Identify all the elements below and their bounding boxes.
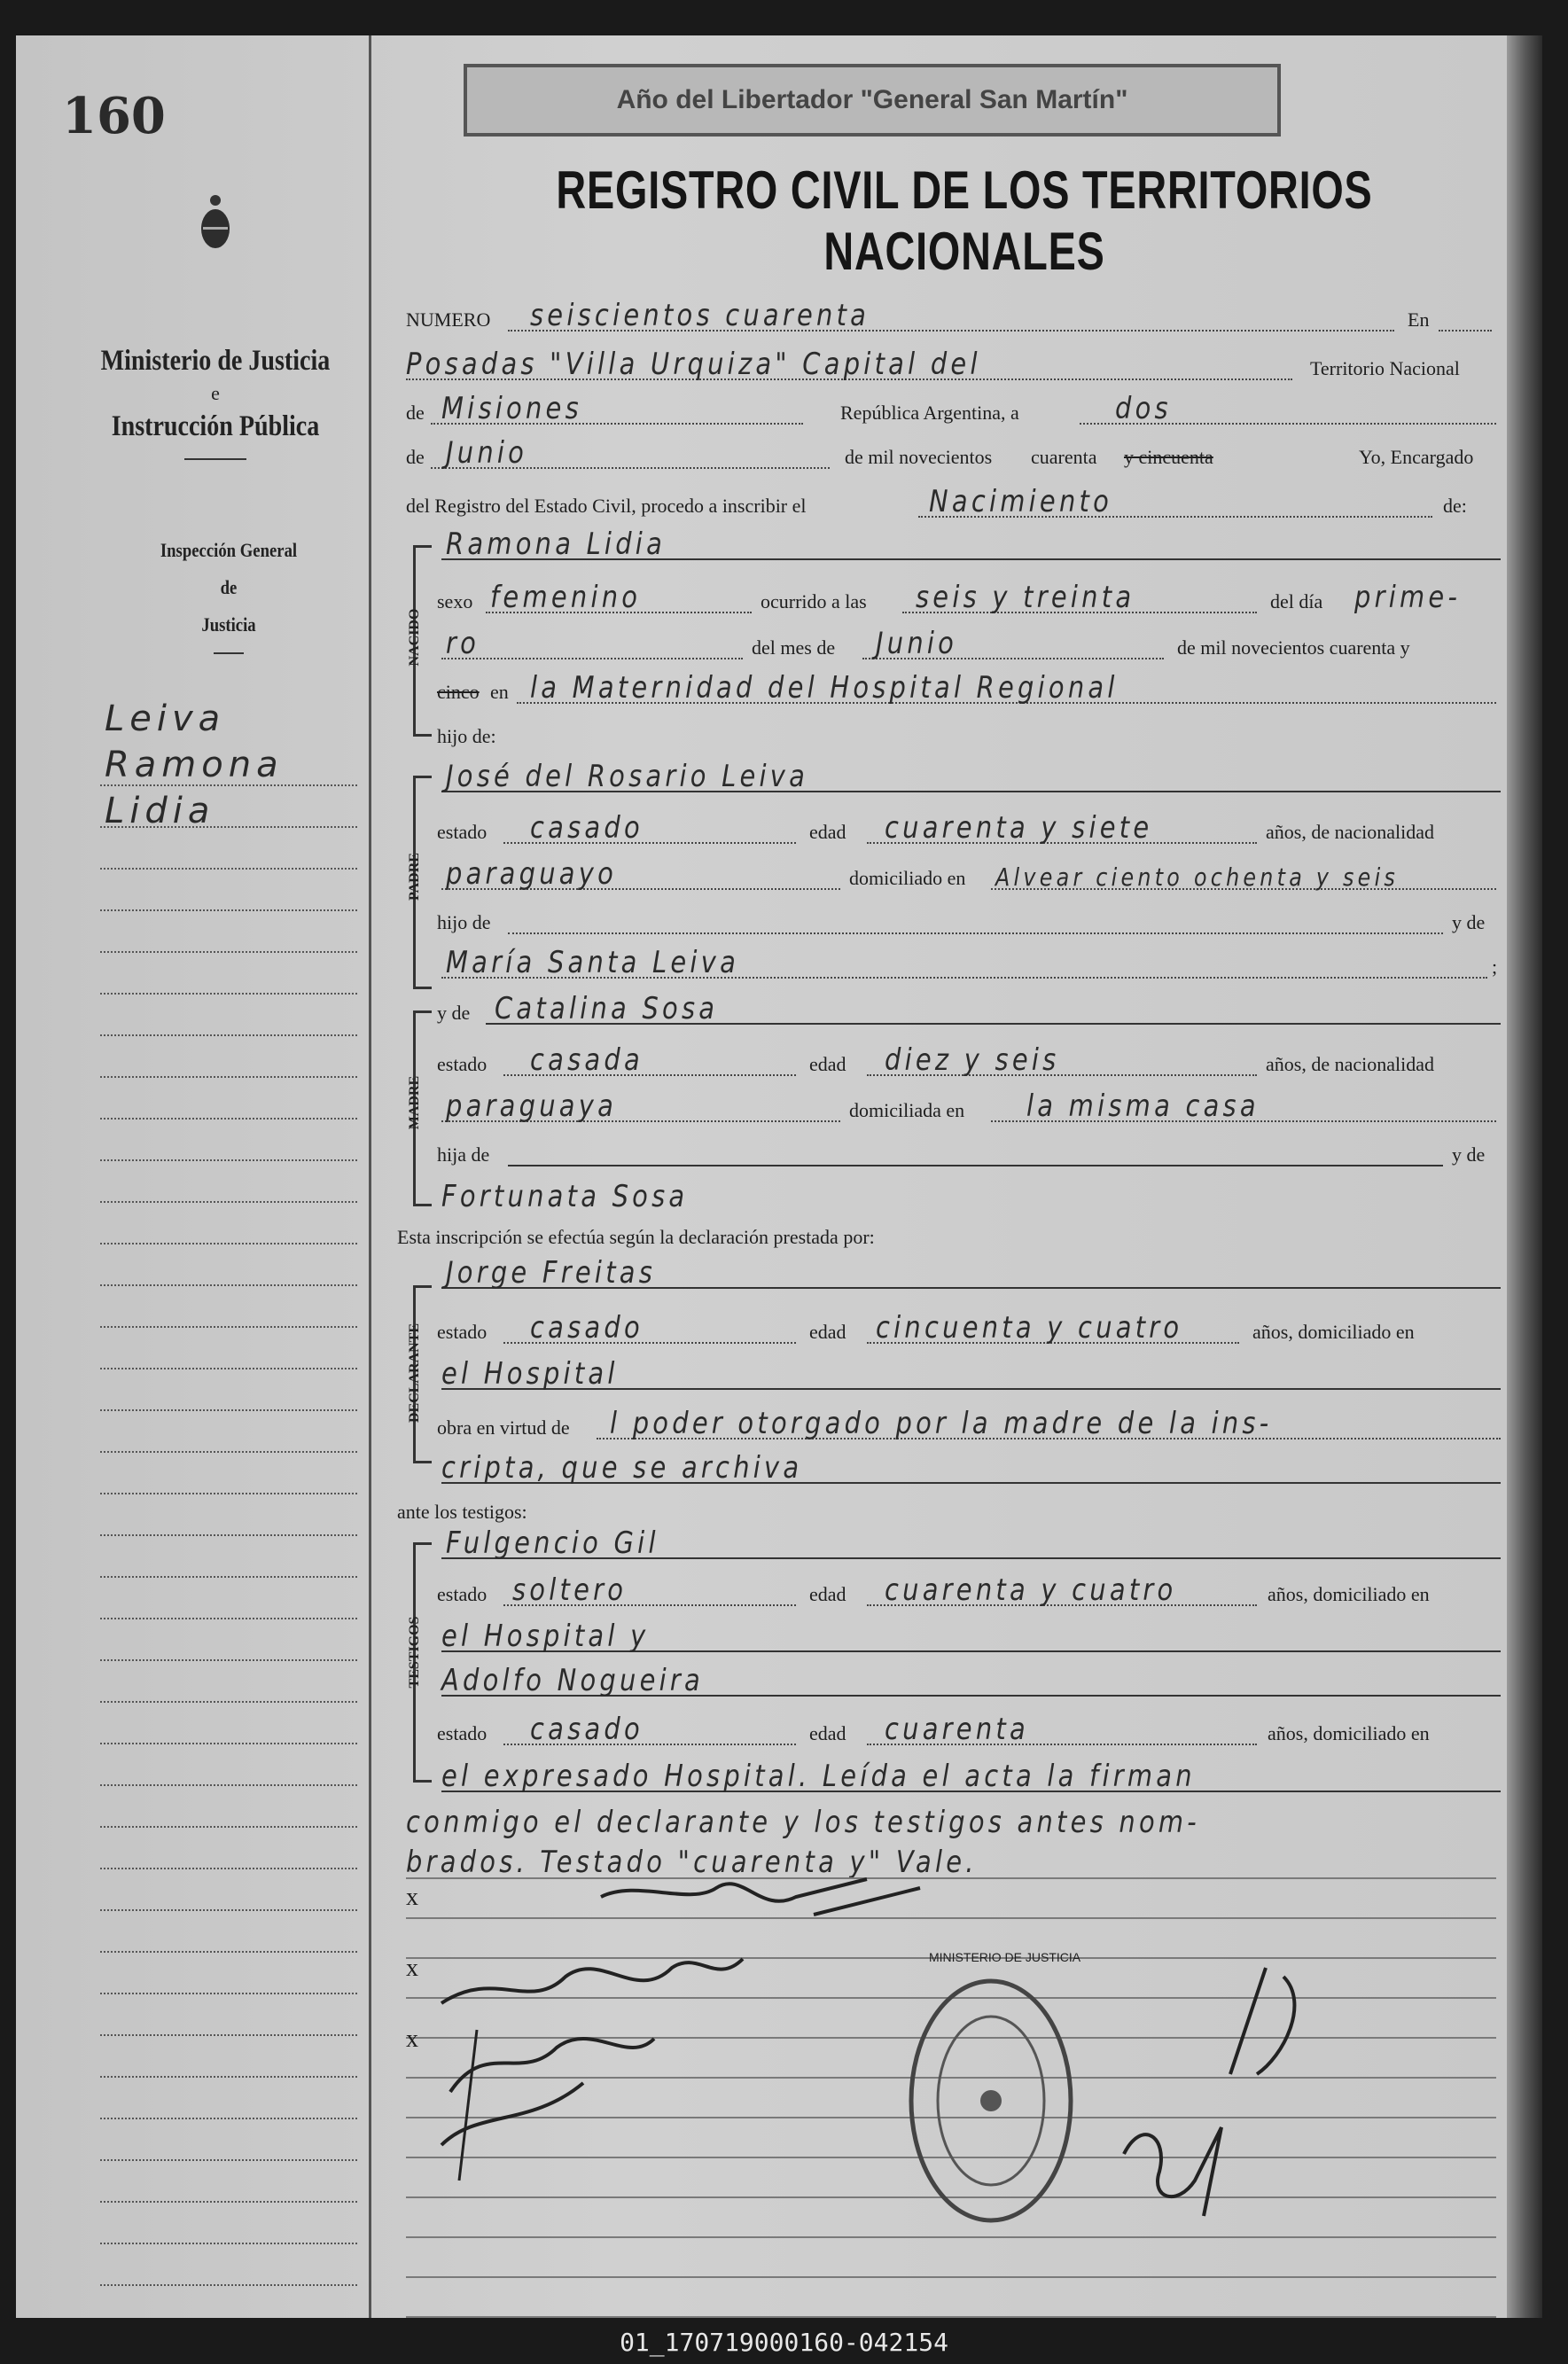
mes-nac-value: Junio [876, 626, 958, 661]
territorio-label: Territorio Nacional [1310, 357, 1460, 379]
madre-nac-value: paraguaya [446, 1088, 618, 1124]
anos-dom-label-2: años, domiciliado en [1268, 1583, 1430, 1605]
signature-mark-2: x [406, 1954, 418, 1982]
row-declarante [406, 1250, 1505, 1296]
ocurrido-label: ocurrido a las [761, 590, 867, 612]
padre-value: José del Rosario Leiva [446, 759, 809, 794]
edad-label: edad [809, 821, 846, 843]
row-lugar [406, 341, 1505, 387]
de-label-2: de [406, 446, 425, 468]
row-padre-hijode [406, 895, 1505, 941]
madre-value: Catalina Sosa [495, 991, 719, 1026]
margin-surname: Leiva [105, 698, 226, 739]
republica-label: República Argentina, a [840, 402, 1019, 424]
yde3-label: y de [1452, 1143, 1486, 1166]
t2-edad-value: cuarenta [885, 1712, 1029, 1747]
row-decl-dom [406, 1351, 1505, 1397]
row-lugar-nac [406, 665, 1505, 711]
obra-label: obra en virtud de [437, 1416, 570, 1439]
register-title: REGISTRO CIVIL DE LOS TERRITORIOS NACIONALES [556, 160, 1373, 281]
year-stamp: Año del Libertador "General San Martín" [464, 64, 1281, 137]
folio-number: 160 [62, 87, 166, 145]
hijade-line [508, 1165, 1443, 1166]
row-mes [406, 430, 1505, 476]
de-label: de [406, 402, 425, 424]
section-testigos: TESTIGOS [407, 1616, 422, 1689]
registrar-signature [1106, 1950, 1337, 2234]
milnov-label: de mil novecientos cuarenta y [1177, 636, 1410, 659]
inspection-line-1: Inspección General [160, 539, 298, 561]
hijo-label: hijo de: [437, 725, 496, 747]
madre-estado-value: casada [530, 1042, 644, 1078]
acto-value: Nacimiento [929, 484, 1113, 519]
row-acto [406, 479, 1505, 525]
t1-edad-value: cuarenta y cuatro [885, 1572, 1177, 1608]
cuarenta-label: cuarenta [1031, 446, 1097, 468]
madre-dom-value: la misma casa [1026, 1088, 1260, 1124]
padre-estado-value: casado [530, 810, 644, 846]
hijode-line [508, 932, 1443, 934]
section-nacido: NACIDO [407, 608, 422, 667]
en-nac-label: en [490, 681, 509, 703]
cierre-value-2: brados. Testado "cuarenta y" Vale. [406, 1845, 978, 1880]
obra-value-2: cripta, que se archiva [441, 1450, 803, 1486]
cierre-value-1: conmigo el declarante y los testigos antes nom- [406, 1805, 1200, 1840]
t2-dom-value: el expresado Hospital. Leída el acta la firman [441, 1759, 1196, 1794]
dia-value: dos [1115, 391, 1172, 426]
decl-edad-value: cincuenta y cuatro [876, 1310, 1183, 1346]
yde-label: y de [1452, 911, 1486, 933]
margin-middlename: Lidia [105, 791, 215, 831]
dia-nac-line [441, 658, 743, 659]
row-mes-nac [406, 620, 1505, 667]
section-padre: PADRE [407, 853, 422, 901]
registro-label: del Registro del Estado Civil, procedo a inscribir el [406, 495, 807, 517]
delmes-label: del mes de [752, 636, 836, 659]
column-divider [369, 35, 371, 2318]
dia-nac-value-2: ro [446, 626, 480, 661]
row-t2 [406, 1658, 1505, 1704]
section-declarante: DECLARANTE [407, 1323, 422, 1424]
estado-label-5: estado [437, 1722, 488, 1744]
semicolon: ; [1492, 956, 1498, 978]
margin-firstname: Ramona [105, 745, 284, 785]
territorio-value: Misiones [441, 391, 582, 426]
row-padre-nac [406, 851, 1505, 897]
anos-nac-label-2: años, de nacionalidad [1266, 1053, 1434, 1075]
row-nombre [406, 521, 1505, 567]
hora-value: seis y treinta [916, 580, 1135, 615]
decl-estado-value: casado [530, 1310, 644, 1346]
t1-nombre: Fulgencio Gil [446, 1525, 659, 1561]
row-hijo [406, 709, 1505, 755]
mil-label: de mil novecientos [845, 446, 993, 468]
padre-nac-value: paraguayo [446, 856, 618, 892]
section-madre: MADRE [407, 1075, 422, 1130]
row-obra [406, 1400, 1505, 1447]
row-decl-estado [406, 1305, 1505, 1351]
cinco-label: cinco [437, 681, 480, 703]
inspection-line-3: Justicia [201, 613, 256, 636]
seal-text: MINISTERIO DE JUSTICIA [929, 1950, 1081, 1964]
nombre-value: Ramona Lidia [446, 527, 667, 562]
yo-label: Yo, Encargado [1359, 446, 1474, 468]
padre-dom-value: Alvear ciento ochenta y seis [995, 862, 1400, 892]
yde2-label: y de [437, 1002, 471, 1024]
row-madre-estado [406, 1037, 1505, 1083]
declarante-value: Jorge Freitas [446, 1255, 657, 1291]
inspection-line-2: de [220, 576, 238, 598]
hijode-label: hijo de [437, 911, 491, 933]
madre-madre-value: Fortunata Sosa [441, 1179, 689, 1214]
decl-dom-value: el Hospital [441, 1356, 619, 1392]
inscripcion-label: Esta inscripción se efectúa según la declaración prestada por: [397, 1226, 875, 1248]
en-label: En [1408, 308, 1430, 331]
lugar-value: Posadas "Villa Urquiza" Capital del [406, 347, 981, 382]
ministry-line-2: Instrucción Pública [111, 410, 320, 442]
margin-dotted-lines [100, 745, 357, 2286]
en-line [1439, 330, 1492, 332]
inspection-heading [138, 532, 319, 663]
domiciliado-label: domiciliado en [849, 867, 966, 889]
estado-label-3: estado [437, 1321, 488, 1343]
row-territorio [406, 386, 1505, 432]
edad-label-2: edad [809, 1053, 846, 1075]
ministry-rule [184, 458, 246, 460]
de2-label: de: [1443, 495, 1467, 517]
t1-estado-value: soltero [512, 1572, 628, 1608]
obra-value-1: l poder otorgado por la madre de la ins- [610, 1406, 1273, 1441]
numero-value: seiscientos cuarenta [530, 298, 870, 333]
madre-edad-value: diez y seis [885, 1042, 1060, 1078]
row-t1 [406, 1520, 1505, 1566]
dia-nac-value-1: prime- [1354, 580, 1462, 615]
inspection-rule [214, 652, 244, 654]
edad-label-5: edad [809, 1722, 846, 1744]
ministry-heading [78, 341, 353, 472]
row-t1-estado [406, 1567, 1505, 1613]
padre-madre-value: María Santa Leiva [446, 945, 740, 980]
edad-label-3: edad [809, 1321, 846, 1343]
domiciliada-label: domiciliada en [849, 1099, 965, 1121]
t1-dom-value: el Hospital y [441, 1619, 650, 1654]
hijade-label: hija de [437, 1143, 490, 1166]
signature-mark-3: x [406, 2025, 418, 2053]
image-id-footer: 01_170719000160-042154 [620, 2328, 948, 2357]
estado-label-4: estado [437, 1583, 488, 1605]
estado-label: estado [437, 821, 488, 843]
row-padre-estado [406, 805, 1505, 851]
row-padre [406, 753, 1505, 800]
testigos-label: ante los testigos: [397, 1501, 527, 1523]
row-numero [406, 293, 1505, 339]
cincuenta-label: y cincuenta [1124, 446, 1213, 468]
sexo-value: femenino [490, 580, 642, 615]
coat-of-arms-icon [198, 193, 233, 255]
numero-label: NUMERO [406, 308, 491, 331]
t2-nombre: Adolfo Nogueira [441, 1663, 704, 1698]
row-madre [406, 986, 1505, 1032]
anos-dom-label-3: años, domiciliado en [1268, 1722, 1430, 1744]
estado-label-2: estado [437, 1053, 488, 1075]
row-padre-madre [406, 940, 1505, 986]
anos-nac-label: años, de nacionalidad [1266, 821, 1434, 843]
row-madre-nac [406, 1083, 1505, 1129]
mes-value: Junio [446, 435, 528, 471]
anos-dom-label: años, domiciliado en [1252, 1321, 1415, 1343]
deldia-label: del día [1270, 590, 1323, 612]
padre-edad-value: cuarenta y siete [885, 810, 1153, 846]
ministry-line-1: Ministerio de Justicia [100, 345, 331, 377]
register-page [16, 35, 1523, 2318]
ministry-conjunction: e [211, 382, 220, 404]
edad-label-4: edad [809, 1583, 846, 1605]
row-sexo [406, 574, 1505, 620]
lugar-nac-value: la Maternidad del Hospital Regional [530, 670, 1119, 706]
row-t1-dom [406, 1613, 1505, 1659]
book-spine [1507, 35, 1542, 2318]
signature-mark-1: x [406, 1884, 418, 1911]
row-t2-estado [406, 1706, 1505, 1752]
t2-estado-value: casado [530, 1712, 644, 1747]
row-t2-dom [406, 1753, 1505, 1799]
sexo-label: sexo [437, 590, 473, 612]
row-madre-hijade [406, 1127, 1505, 1174]
